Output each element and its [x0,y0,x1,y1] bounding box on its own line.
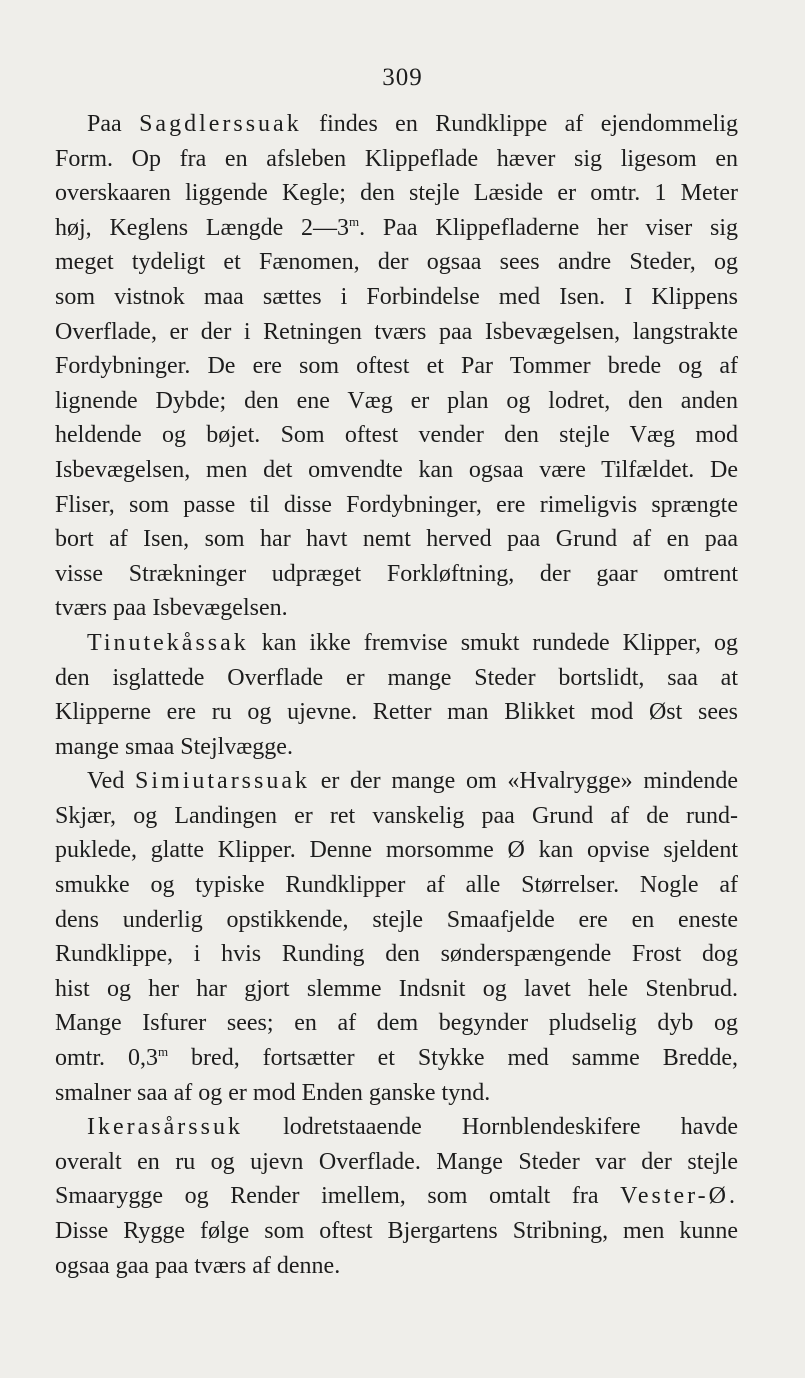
text-line: Klipperne ere ru og ujevne. Retter man Blikket mod Øst sees [55,699,738,726]
text-line: Mange Isfurer sees; en af dem begynder pludselig dyb og [55,1010,738,1037]
text-line: heldende og bøjet. Som oftest vender den stejle Væg mod [55,422,738,449]
text-line: lignende Dybde; den ene Væg er plan og lodret, den anden [55,387,738,414]
text-line: høj, Keglens Længde 2—3$^m$. Paa Klippefladerne her viser sig [55,213,738,241]
body-text [55,107,738,1283]
text-line: den isglattede Overflade er mange Steder bortslidt, saa at [55,664,738,691]
text-line: bort af Isen, som har havt nemt herved paa Grund af en paa [55,526,738,553]
text-line: Paa Sagdlerssuak findes en Rundklippe af ejendommelig [87,111,738,137]
text-line: tværs paa Isbevægelsen. [55,595,288,622]
text-line: Isbevægelsen, men det omvendte kan ogsaa være Tilfældet. De [55,456,738,483]
text-line: puklede, glatte Klipper. Denne morsomme Ø kan opvise sjeldent [55,837,738,864]
text-line: meget tydeligt et Fænomen, der ogsaa sees andre Steder, og [55,249,738,276]
text-line: Rundklippe, i hvis Runding den sønderspængende Frost dog [55,941,738,968]
unit-superscript: m [349,213,360,229]
text-line: ogsaa gaa paa tværs af denne. [55,1252,341,1279]
text-line: Form. Op fra en afsleben Klippeflade hæver sig ligesom en [55,145,738,172]
text-line: omtr. 0,3$^m$ bred, fortsætter et Stykke med samme Bredde, [55,1044,738,1072]
text-line: Ved Simiutarssuak er der mange om «Hvalrygge» mindende [87,768,738,795]
text-line: Overflade, er der i Retningen tværs paa Isbevægelsen, langstrakte [55,318,738,345]
spaced-place-name: Simiutarssuak [135,768,311,795]
text-line: smalner saa af og er mod Enden ganske tynd. [55,1079,491,1106]
text-line: dens underlig opstikkende, stejle Smaafjelde ere en eneste [55,906,738,933]
text-line: Disse Rygge følge som oftest Bjergartens Stribning, men kunne [55,1218,738,1244]
text-line: smukke og typiske Rundklipper af alle Størrelser. Nogle af [55,872,738,899]
spaced-place-name: Vester-Ø. [620,1183,738,1210]
spaced-place-name: Tinutekåssak [87,629,249,656]
text-line: Ikerasårssuk lodretstaaende Hornblendeskifere havde [87,1114,738,1141]
text-line: som vistnok maa sættes i Forbindelse med Isen. I Klippens [55,283,738,310]
spaced-place-name: Sagdlerssuak [139,111,302,137]
unit-superscript: m [157,1044,169,1060]
text-line: hist og her har gjort slemme Indsnit og lavet hele Stenbrud. [55,975,738,1002]
spaced-place-name: Ikerasårssuk [87,1114,243,1141]
text-line: Fordybninger. De ere som oftest et Par Tommer brede og af [55,353,738,380]
text-line: Skjær, og Landingen er ret vanskelig paa Grund af de rund- [55,802,738,829]
text-line: Smaarygge og Render imellem, som omtalt fra Vester-Ø. [55,1183,738,1210]
text-line: overalt en ru og ujevn Overflade. Mange Steder var der stejle [55,1148,738,1175]
text-line: visse Strækninger udpræget Forkløftning, der gaar omtrent [55,560,738,587]
page-number: 309 [382,64,423,91]
text-line: Fliser, som passe til disse Fordybninger, ere rimeligvis sprængte [55,491,738,518]
text-line: mange smaa Stejlvægge. [55,733,293,760]
text-line: Tinutekåssak kan ikke fremvise smukt rundede Klipper, og [87,629,738,656]
text-line: overskaaren liggende Kegle; den stejle Læside er omtr. 1 Meter [55,180,738,207]
